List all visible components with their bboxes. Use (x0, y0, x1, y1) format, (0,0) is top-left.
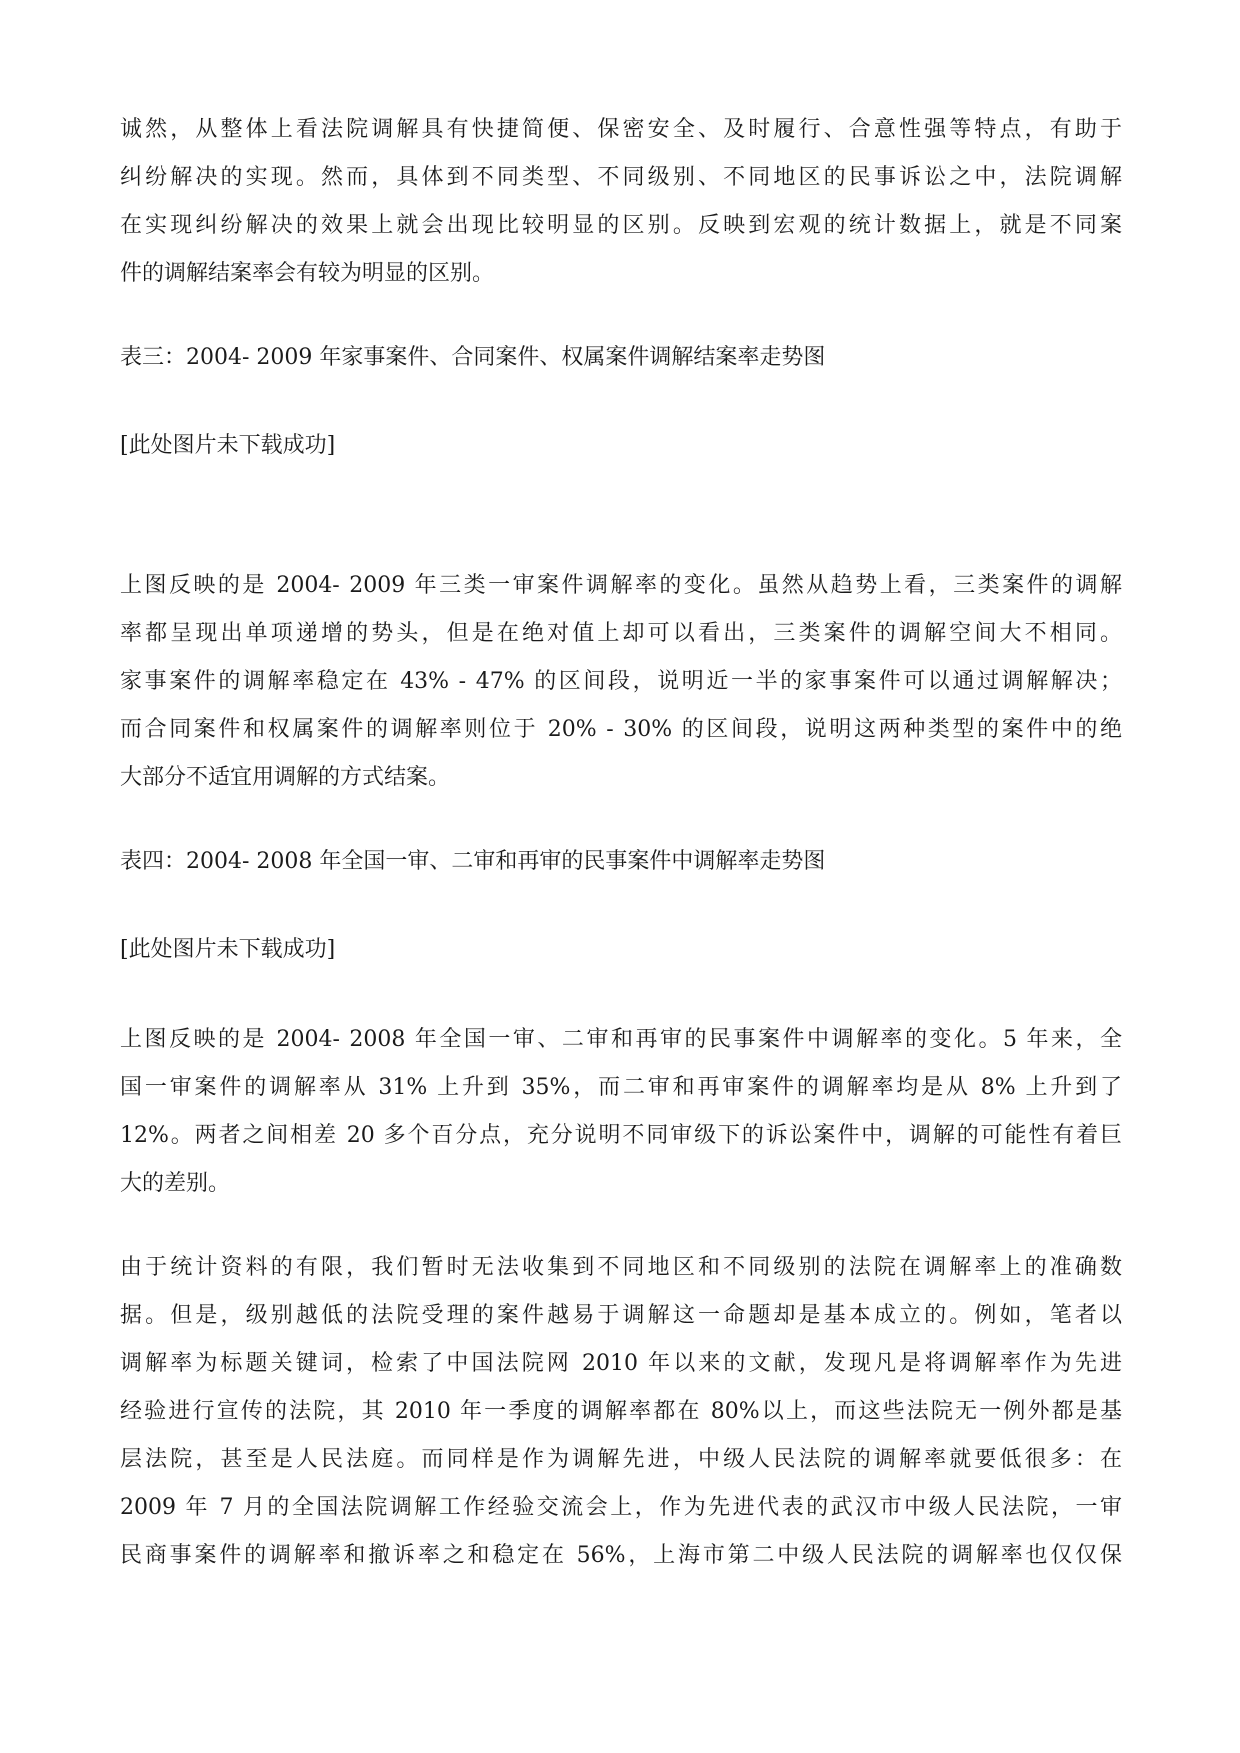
paragraph-line: 据。但是，级别越低的法院受理的案件越易于调解这一命题却是基本成立的。例如，笔者以 (120, 1303, 1122, 1328)
table-4-caption: 表四：2004- 2008 年全国一审、二审和再审的民事案件中调解率走势图 (120, 849, 826, 874)
paragraph-line: 而合同案件和权属案件的调解率则位于 20% - 30% 的区间段，说明这两种类型的案件中的绝 (120, 717, 1122, 742)
paragraph-2 (120, 562, 1122, 802)
paragraph-line: 家事案件的调解率稳定在 43% - 47% 的区间段，说明近一半的家事案件可以通过调解解决； (120, 669, 1122, 694)
paragraph-line: 上图反映的是 2004- 2009 年三类一审案件调解率的变化。虽然从趋势上看，三类案件的调解 (120, 573, 1122, 598)
paragraph-line: 国一审案件的调解率从 31% 上升到 35%，而二审和再审案件的调解率均是从 8% 上升到了 (120, 1075, 1122, 1100)
missing-image-placeholder-2: [此处图片未下载成功] (120, 937, 336, 962)
paragraph-line: 率都呈现出单项递增的势头，但是在绝对值上却可以看出，三类案件的调解空间大不相同。 (120, 621, 1122, 646)
paragraph-3 (120, 1016, 1122, 1208)
paragraph-line: 在实现纠纷解决的效果上就会出现比较明显的区别。反映到宏观的统计数据上，就是不同案 (120, 213, 1122, 238)
paragraph-line: 大部分不适宜用调解的方式结案。 (120, 765, 451, 790)
paragraph-line: 调解率为标题关键词，检索了中国法院网 2010 年以来的文献，发现凡是将调解率作为先进 (120, 1351, 1122, 1376)
paragraph-line: 由于统计资料的有限，我们暂时无法收集到不同地区和不同级别的法院在调解率上的准确数 (120, 1255, 1122, 1280)
paragraph-line: 纠纷解决的实现。然而，具体到不同类型、不同级别、不同地区的民事诉讼之中，法院调解 (120, 165, 1122, 190)
paragraph-4 (120, 1244, 1122, 1580)
table-3-caption: 表三：2004- 2009 年家事案件、合同案件、权属案件调解结案率走势图 (120, 345, 826, 370)
paragraph-line: 上图反映的是 2004- 2008 年全国一审、二审和再审的民事案件中调解率的变化。5 年来，全 (120, 1027, 1122, 1052)
paragraph-line: 民商事案件的调解率和撤诉率之和稳定在 56%，上海市第二中级人民法院的调解率也仅仅保 (120, 1543, 1122, 1568)
paragraph-line: 12%。两者之间相差 20 多个百分点，充分说明不同审级下的诉讼案件中，调解的可能性有着巨 (120, 1123, 1122, 1148)
paragraph-line: 2009 年 7 月的全国法院调解工作经验交流会上，作为先进代表的武汉市中级人民法院，一审 (120, 1495, 1122, 1520)
paragraph-line: 层法院，甚至是人民法庭。而同样是作为调解先进，中级人民法院的调解率就要低很多：在 (120, 1447, 1122, 1472)
missing-image-placeholder-1: [此处图片未下载成功] (120, 433, 336, 458)
paragraph-1 (120, 106, 1122, 298)
paragraph-line: 件的调解结案率会有较为明显的区别。 (120, 261, 495, 286)
paragraph-line: 经验进行宣传的法院，其 2010 年一季度的调解率都在 80%以上，而这些法院无一例外都是基 (120, 1399, 1122, 1424)
paragraph-line: 大的差别。 (120, 1171, 231, 1196)
paragraph-line: 诚然，从整体上看法院调解具有快捷简便、保密安全、及时履行、合意性强等特点，有助于 (120, 117, 1122, 142)
